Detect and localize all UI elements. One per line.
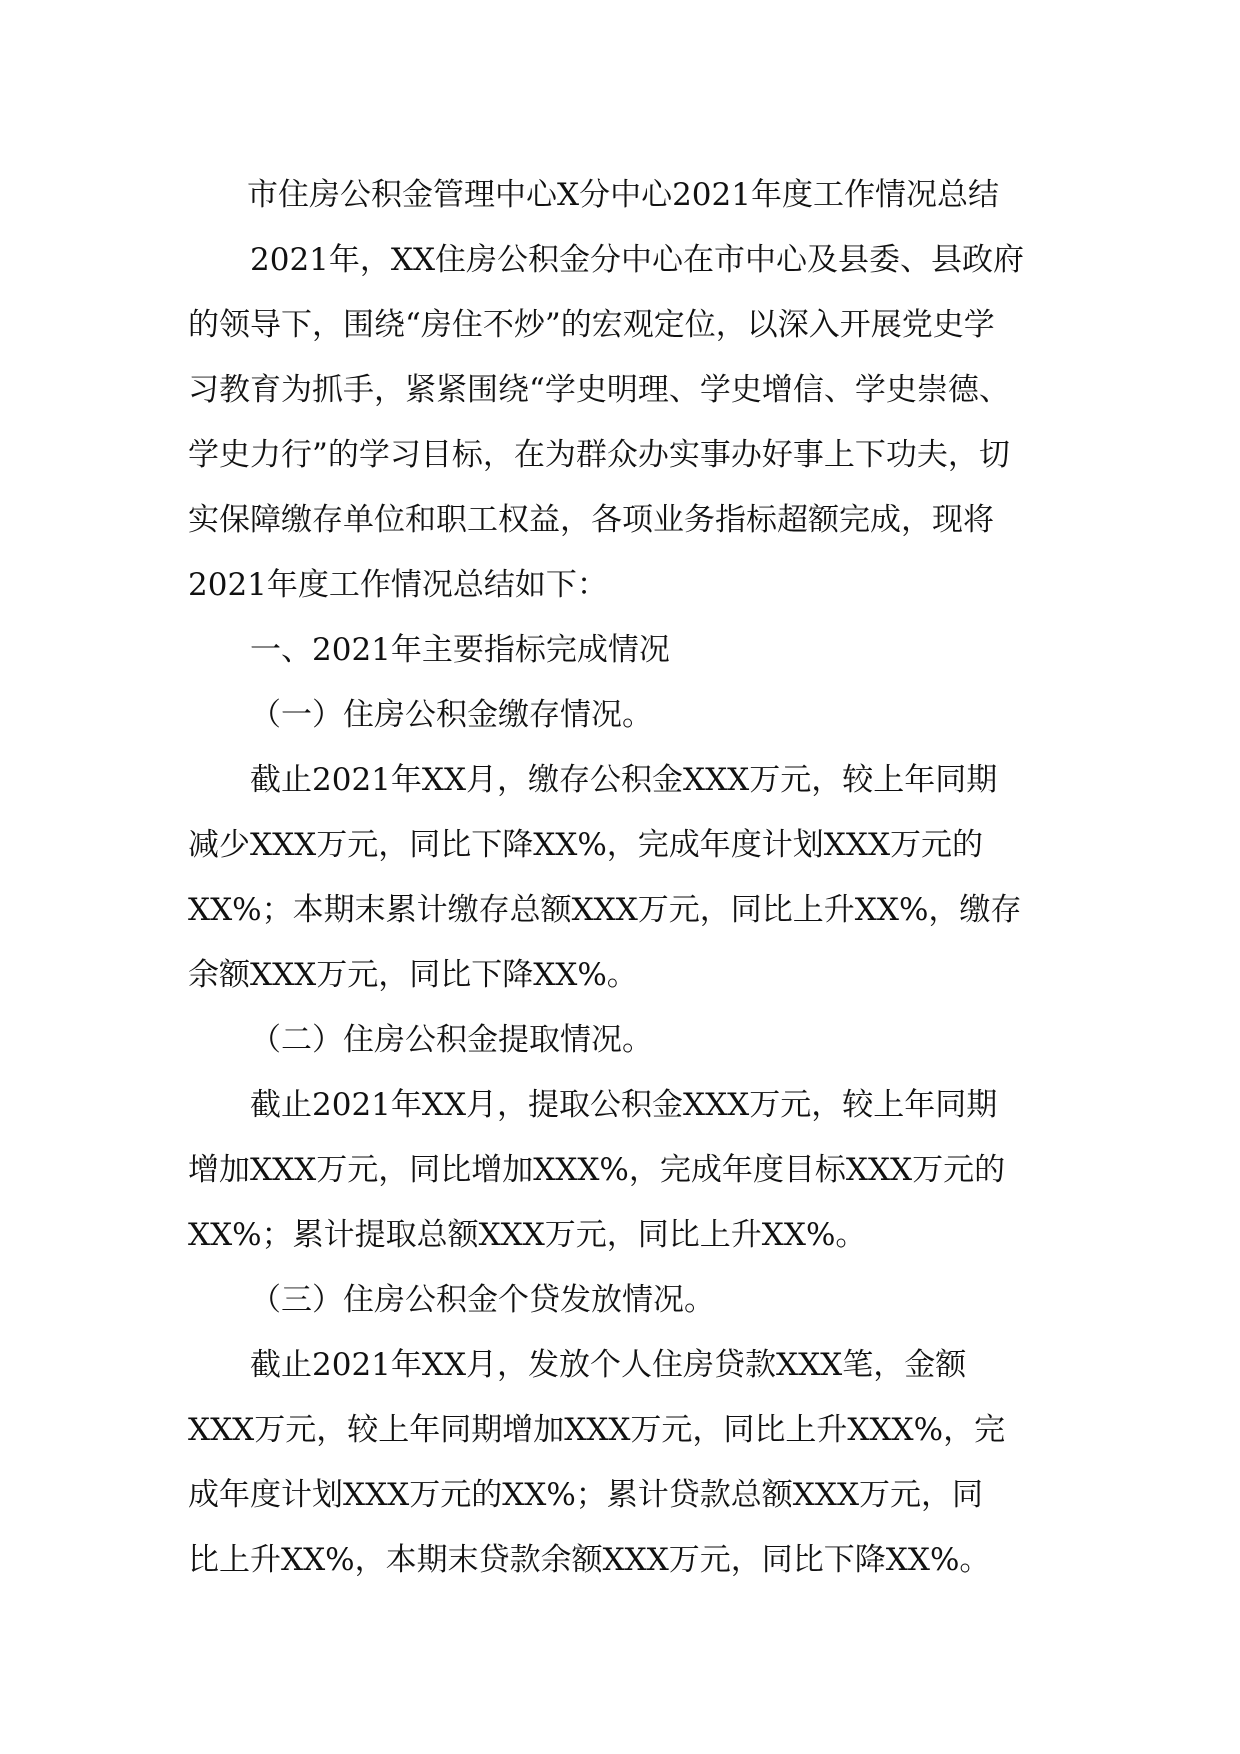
- text-line: 一、2021年主要指标完成情况: [250, 632, 670, 668]
- text-line: 2021年度工作情况总结如下：: [188, 567, 608, 603]
- text-line: XXX万元，较上年同期增加XXX万元，同比上升XXX%，完: [188, 1412, 1006, 1448]
- text-line: （一）住房公积金缴存情况。: [250, 697, 653, 733]
- text-line: 实保障缴存单位和职工权益，各项业务指标超额完成，现将: [188, 502, 994, 538]
- text-line: XX%；累计提取总额XXX万元，同比上升XX%。: [188, 1217, 867, 1253]
- text-line: 增加XXX万元，同比增加XXX%，完成年度目标XXX万元的: [188, 1152, 1006, 1188]
- text-line: XX%；本期末累计缴存总额XXX万元，同比上升XX%，缴存: [188, 892, 1022, 928]
- text-line: 学史力行”的学习目标，在为群众办实事办好事上下功夫，切: [188, 437, 1010, 473]
- text-line: 截止2021年XX月，缴存公积金XXX万元，较上年同期: [250, 762, 998, 798]
- text-line: 余额XXX万元，同比下降XX%。: [188, 957, 638, 993]
- text-line: 成年度计划XXX万元的XX%；累计贷款总额XXX万元，同: [188, 1477, 984, 1513]
- document-body: [188, 163, 1058, 1593]
- text-line: 截止2021年XX月，提取公积金XXX万元，较上年同期: [250, 1087, 998, 1123]
- text-line: 习教育为抓手，紧紧围绕“学史明理、学史增信、学史崇德、: [188, 372, 1010, 408]
- text-line: 的领导下，围绕“房住不炒”的宏观定位，以深入开展党史学: [188, 307, 995, 343]
- text-line: （二）住房公积金提取情况。: [250, 1022, 653, 1058]
- document-title: 市住房公积金管理中心X分中心2021年度工作情况总结: [247, 177, 999, 213]
- text-line: （三）住房公积金个贷发放情况。: [250, 1282, 715, 1318]
- document-text: [188, 228, 1058, 1593]
- text-line: 截止2021年XX月，发放个人住房贷款XXX笔，金额: [250, 1347, 967, 1383]
- text-line: 比上升XX%，本期末贷款余额XXX万元，同比下降XX%。: [188, 1542, 991, 1578]
- text-line: 减少XXX万元，同比下降XX%，完成年度计划XXX万元的: [188, 827, 984, 863]
- text-line: 2021年，XX住房公积金分中心在市中心及县委、县政府: [250, 242, 1025, 278]
